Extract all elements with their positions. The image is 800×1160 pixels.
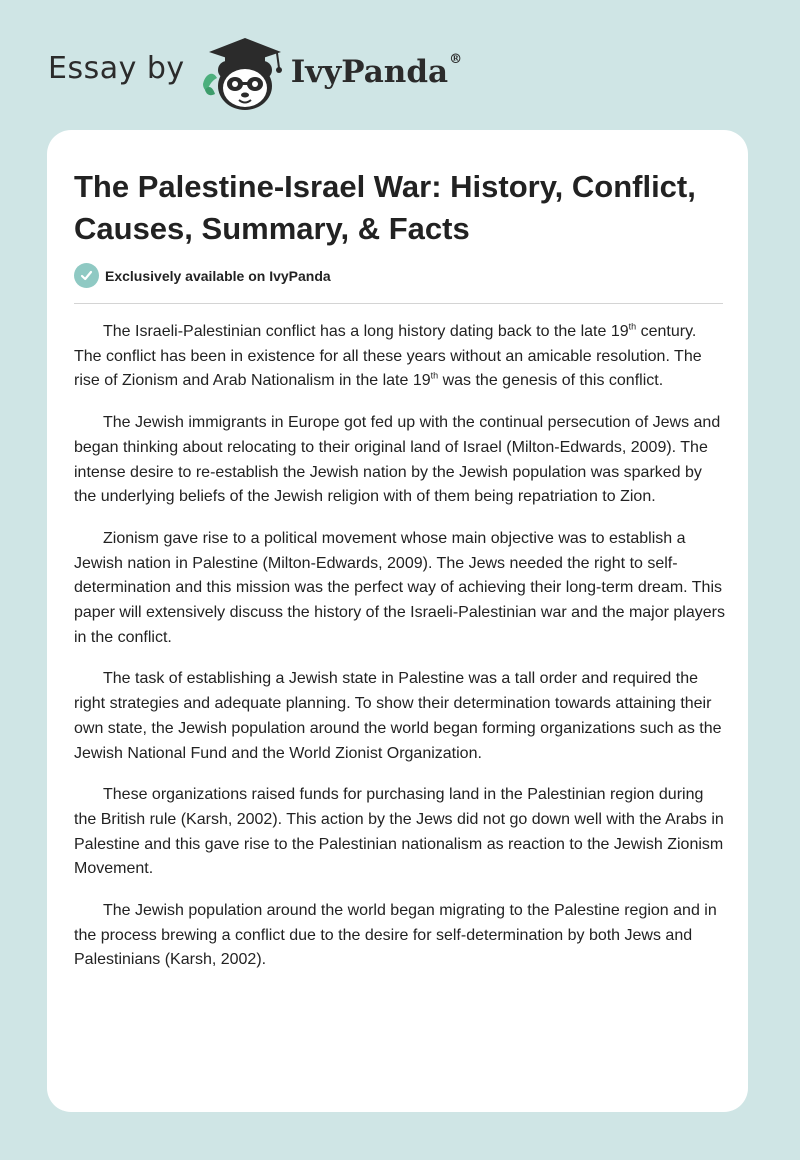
registered-mark: ®: [449, 51, 463, 67]
essay-by-label: Essay by: [48, 50, 185, 86]
paragraph: The Israeli-Palestinian conflict has a long history dating back to the late 19th century. The conflict has been in existence for all these years without an amicable resolution. The rise of Zionism and Arab Nationalism in the late 19th was the genesis of this conflict.: [74, 321, 702, 390]
paragraph: The task of establishing a Jewish state in Palestine was a tall order and required the right strategies and adequate planning. To show their determination towards attaining their own state, the Jewish population around the world began forming organizations such as the Jewish National Fund and the World Zionist Organization.: [74, 670, 722, 762]
essay-body: [74, 320, 726, 990]
exclusive-label: Exclusively available on IvyPanda: [105, 267, 331, 284]
brand-name[interactable]: IvyPanda®: [290, 51, 463, 90]
paragraph: The Jewish population around the world began migrating to the Palestine region and in the process brewing a conflict due to the desire for self-determination by both Jews and Palestinians (Karsh, 2002).: [74, 902, 717, 969]
site-header: [48, 34, 462, 114]
paragraph: The Jewish immigrants in Europe got fed up with the continual persecution of Jews and began thinking about relocating to their original land of Israel (Milton-Edwards, 2009). The intense desire to re-establish the Jewish nation by the Jewish population was sparked by the underlying beliefs of the Jewish religion with of them being repatriation to Zion.: [74, 414, 721, 506]
essay-card: [47, 130, 748, 1112]
check-icon: [74, 263, 99, 288]
panda-graduate-icon[interactable]: [199, 34, 287, 114]
divider: [74, 303, 723, 304]
paragraph: These organizations raised funds for purchasing land in the Palestinian region during the British rule (Karsh, 2002). This action by the Jews did not go down well with the Arabs in Palestine and this gave rise to the Palestinian nationalism as reaction to the Jewish Zionism Movement.: [74, 786, 724, 878]
exclusive-badge: [74, 263, 331, 288]
paragraph: Zionism gave rise to a political movement whose main objective was to establish a Jewish nation in Palestine (Milton-Edwards, 2009). The Jews needed the right to self-determination and this mission was the perfect way of achieving their long-term dream. This paper will extensively discuss the history of the Israeli-Palestinian war and the major players in the conflict.: [74, 529, 725, 646]
page-title: The Palestine-Israel War: History, Conflict, Causes, Summary, & Facts: [74, 169, 696, 246]
